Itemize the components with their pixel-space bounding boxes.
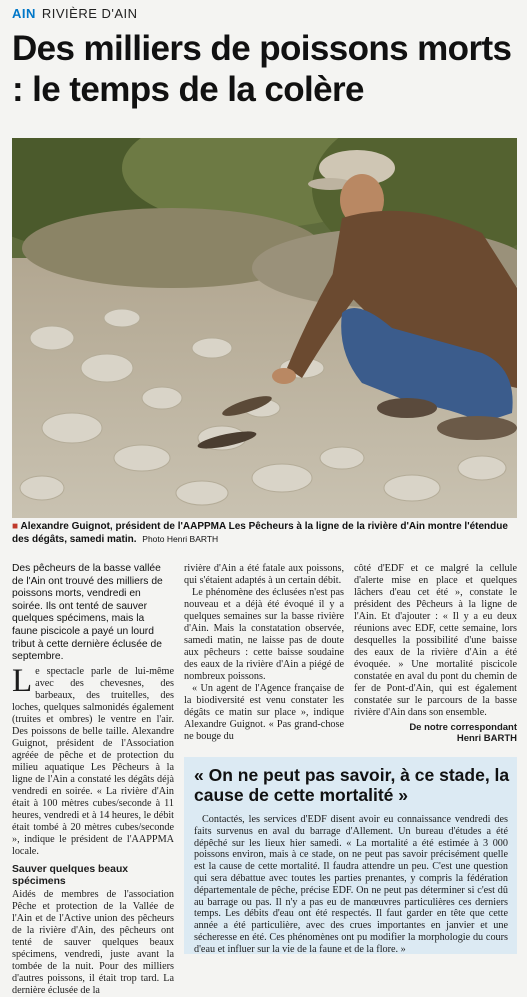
photo-credit: Photo Henri BARTH (142, 534, 219, 544)
sidebar-box (184, 757, 517, 954)
box-title: « On ne peut pas savoir, à ce stade, la cause de cette mortalité » (194, 765, 510, 805)
article-headline: Des milliers de poissons morts : le temps de la colère (12, 29, 512, 109)
paragraph-2: Aidés de membres de l'association Pêche et protection de la Vallée de l'Ain et de l'Active union des pêcheurs de la rivière d'Ain, des pêcheurs ont tenté de sauver quelques beaux spécimens, vendredi, juste avant la tombée de la nuit. Pour des milliers d'autres poissons, il était trop tard. La dernière éclusée de la (12, 889, 174, 996)
section-subtitle: RIVIÈRE D'AIN (41, 6, 138, 21)
article-column-2 (184, 563, 344, 743)
caption-marker: ■ (12, 521, 19, 532)
article-photo (12, 138, 517, 518)
intertitle: Sauver quelques beaux spécimens (12, 864, 129, 887)
byline-author: Henri BARTH (456, 733, 517, 744)
article-column-1 (12, 663, 174, 997)
paragraph-3: rivière d'Ain a été fatale aux poissons, qui s'étaient adaptés à un certain débit. (184, 563, 344, 586)
byline-role: De notre correspondant (409, 722, 517, 733)
paragraph-1: e spectacle parle de lui-même avec des chevesnes, des barbeaux, des truitelles, des loches, quelques salmonidés également (truites et ombres) le ventre en l'air. Des poissons de belle taille. Alexandre Guignot, président de l'Association agréée de pêche et de protection du milieu aquatique Les Pêcheurs à la ligne de l'Ain a constaté les dégâts déjà vendredi en soirée. « La rivière d'Ain était à 100 mètres cubes/seconde à 11 heures, vendredi et à 14 heures, le débit était tombé à 20 mètres cubes/seconde », indique le président de l'AAPPMA locale. (12, 666, 174, 857)
article-column-3 (354, 563, 517, 744)
section-tag: AIN (12, 6, 36, 21)
section-kicker (12, 6, 138, 21)
drop-cap: L (12, 663, 33, 699)
box-text: Contactés, les services d'EDF disent avoir eu connaissance vendredi des faits survenus en aval du barrage d'Allement. Un bureau d'études a été dépêché sur les lieux hier samedi. « La mortalité a été estimée à 3 000 poissons environ, mais à ce stade, on ne peut pas savoir précisément quelle est la cause de cette mortalité. Il faudra attendre un peu. C'est une question qui sera débattue avec toutes les parties prenantes, y compris la fédération départementale de pêche, précise EDF. On ne peut pas déterminer si c'est dû au barrage ou pas. Il n'y a pas eu de manœuvres particulières ces derniers temps. Les débits d'eau ont été respectés. Il faut garder en tête que cette année a été particulière, avec des crues importantes en janvier et une sécheresse en été. Ces phénomènes ont pu modifier la morphologie du cours d'eau et influer sur la vie de la faune et de la flore. » (194, 814, 508, 955)
paragraph-6: côté d'EDF et ce malgré la cellule d'alerte mise en place et quelques lâchers d'eau cet été », constate le président des Pêcheurs à la ligne de l'Ain. Et d'ajouter : « Il y a eu deux réunions avec EDF, cette semaine, lors desquelles la possibilité d'une baisse des eaux de la rivière d'Ain a été évoquée. » Une mortalité piscicole constatée en aval du pont du chemin de fer de Pont-d'Ain, qui est également constatée sur le parcours de la basse rivière d'Ain dans son ensemble. (354, 563, 517, 718)
caption-text: Alexandre Guignot, président de l'AAPPMA Les Pêcheurs à la ligne de la rivière d'Ain montre l'étendue des dégâts, samedi matin. (12, 521, 508, 545)
photo-caption (12, 521, 517, 546)
paragraph-4: Le phénomène des éclusées n'est pas nouveau et a déjà été évoqué il y a quelques semaines sur la basse rivière d'Ain. Mais la constatation observée, samedi matin, ne laisse pas de doute aux pêcheurs : cette baisse soudaine des eaux de la rivière d'Ain a piégé de nombreux poissons. (184, 587, 344, 682)
article-lead: Des pêcheurs de la basse vallée de l'Ain ont trouvé des milliers de poissons morts, vendredi en soirée. Ils ont tenté de sauver quelques spécimens, mais la faune piscicole a payé un lourd tribut à cette dernière éclusée de septembre. (12, 563, 163, 663)
paragraph-5: « Un agent de l'Agence française de la biodiversité est venu constater les dégâts ce matin sur place », indique Alexandre Guignot. « Pas grand-chose ne bouge du (184, 683, 344, 742)
